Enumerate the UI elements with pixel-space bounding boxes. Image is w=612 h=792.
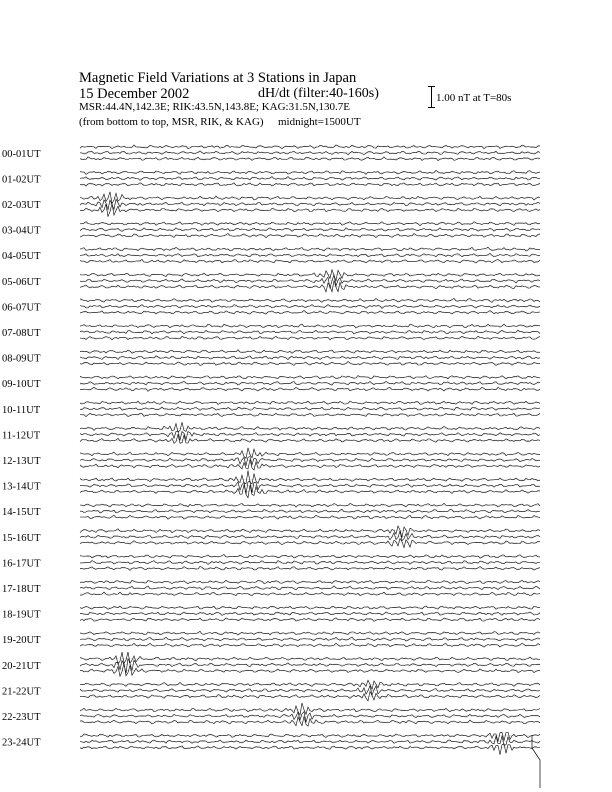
trace-05-06UT-KAG: [80, 270, 540, 281]
row-label-15-16UT: 15-16UT: [2, 532, 41, 544]
row-label-21-22UT: 21-22UT: [2, 686, 41, 698]
row-label-22-23UT: 22-23UT: [2, 712, 41, 723]
row-label-01-02UT: 01-02UT: [2, 174, 41, 186]
trace-13-14UT-KAG: [80, 471, 540, 485]
trace-21-22UT-KAG: [80, 680, 540, 689]
row-label-02-03UT: 02-03UT: [2, 200, 41, 211]
chart-date: 15 December 2002: [79, 86, 190, 102]
midnight-note: midnight=1500UT: [278, 116, 361, 128]
row-label-09-10UT: 09-10UT: [2, 379, 41, 391]
chart-title: Magnetic Field Variations at 3 Stations in Japan: [79, 70, 357, 86]
row-label-07-08UT: 07-08UT: [2, 328, 41, 339]
row-label-20-21UT: 20-21UT: [2, 660, 41, 672]
row-label-00-01UT: 00-01UT: [2, 148, 41, 160]
row-label-23-24UT: 23-24UT: [2, 737, 41, 749]
station-coordinates: MSR:44.4N,142.3E; RIK:43.5N,143.8E; KAG:31.5N,130.7E: [79, 101, 351, 113]
row-label-10-11UT: 10-11UT: [2, 404, 41, 416]
end-marker-trace: [532, 735, 540, 788]
row-label-11-12UT: 11-12UT: [2, 430, 41, 442]
row-label-08-09UT: 08-09UT: [2, 353, 41, 365]
trace-13-14UT-RIK: [80, 481, 540, 494]
row-label-13-14UT: 13-14UT: [2, 481, 41, 493]
trace-02-03UT-RIK: [80, 199, 540, 209]
trace-15-16UT-RIK: [80, 531, 540, 541]
trace-05-06UT-RIK: [80, 275, 540, 288]
row-label-19-20UT: 19-20UT: [2, 635, 41, 647]
trace-12-13UT-RIK: [80, 457, 540, 466]
row-label-17-18UT: 17-18UT: [2, 584, 41, 595]
filter-label: dH/dt (filter:40-160s): [258, 86, 379, 101]
row-label-16-17UT: 16-17UT: [2, 558, 41, 570]
row-label-04-05UT: 04-05UT: [2, 251, 41, 263]
trace-11-12UT-RIK: [80, 431, 540, 440]
trace-23-24UT-MSR: [80, 744, 540, 755]
trace-20-21UT-KAG: [80, 652, 540, 664]
trace-15-16UT-MSR: [80, 539, 540, 548]
row-label-12-13UT: 12-13UT: [2, 456, 41, 467]
row-label-05-06UT: 05-06UT: [2, 276, 41, 288]
row-label-14-15UT: 14-15UT: [2, 507, 41, 519]
row-label-18-19UT: 18-19UT: [2, 609, 41, 621]
row-label-06-07UT: 06-07UT: [2, 302, 41, 314]
trace-order-note: (from bottom to top, MSR, RIK, & KAG): [79, 116, 264, 128]
trace-23-24UT-KAG: [80, 732, 540, 741]
scale-label: 1.00 nT at T=80s: [436, 92, 512, 104]
trace-23-24UT-RIK: [80, 736, 540, 745]
row-label-03-04UT: 03-04UT: [2, 225, 41, 237]
trace-02-03UT-KAG: [80, 192, 540, 204]
trace-12-13UT-KAG: [80, 448, 540, 459]
trace-05-06UT-MSR: [80, 280, 540, 292]
trace-22-23UT-MSR: [80, 717, 540, 727]
trace-21-22UT-MSR: [80, 692, 540, 701]
trace-11-12UT-KAG: [80, 422, 540, 432]
